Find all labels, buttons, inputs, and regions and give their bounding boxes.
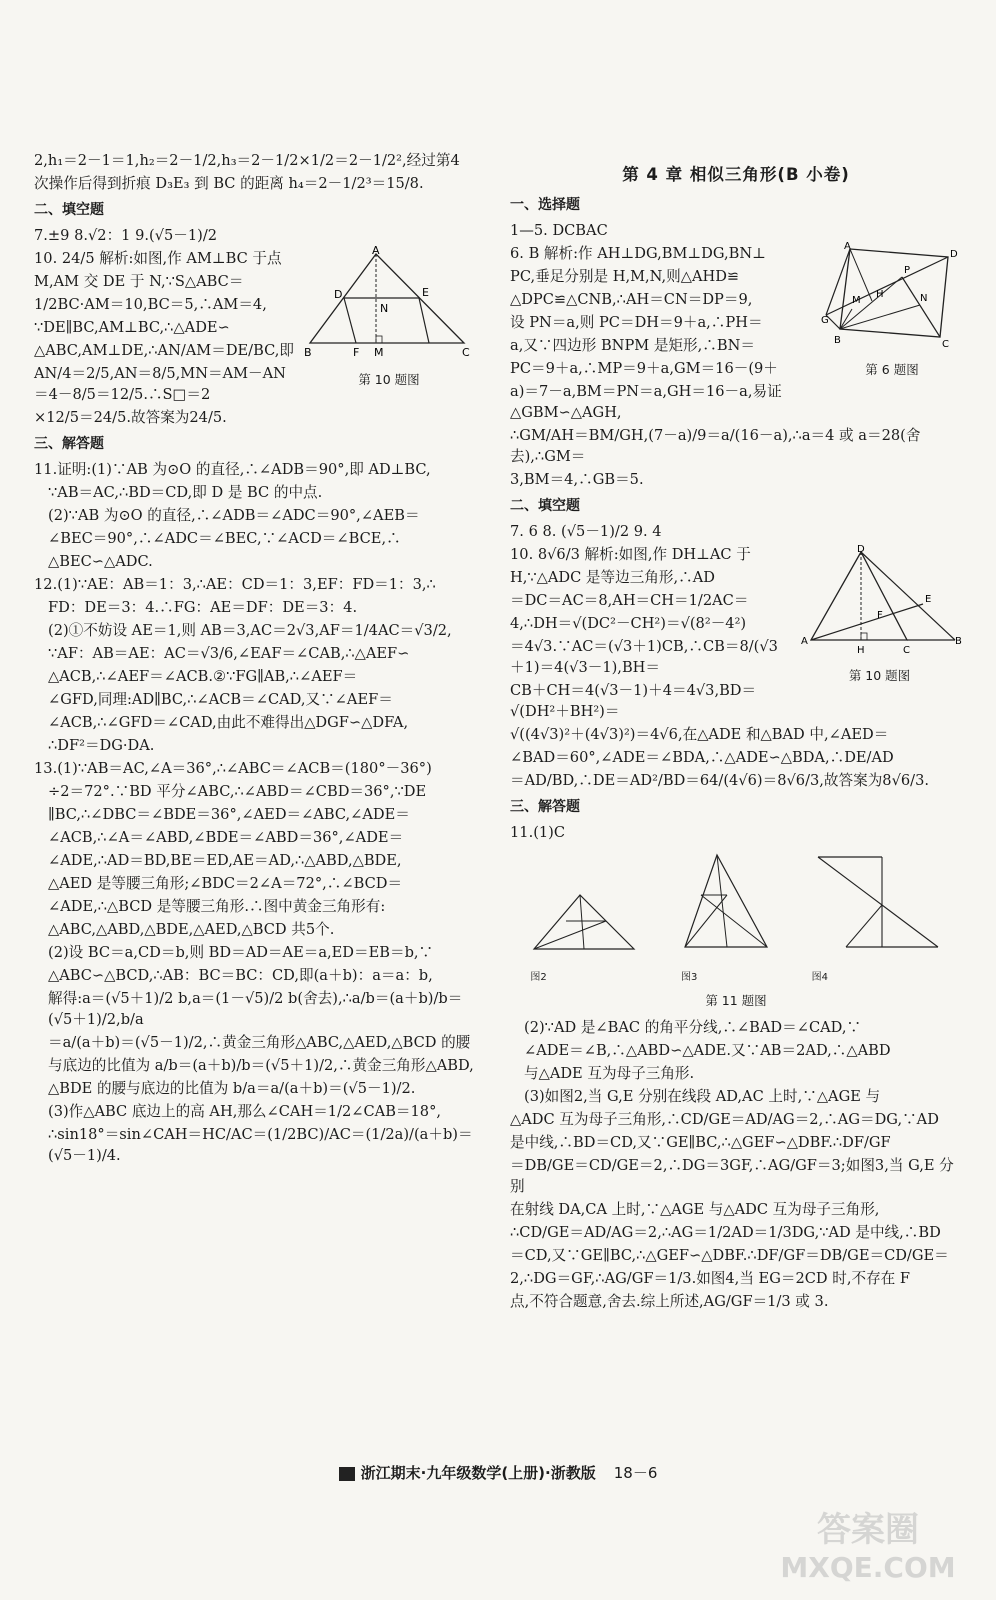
text-line: △BEC∽△ADC. (48, 553, 153, 570)
label: A (372, 244, 380, 257)
text-line: △ACB,∴∠AEF＝∠ACB.②∵FG∥AB,∴∠AEF＝ (48, 668, 358, 685)
chapter-title: 第 4 章 相似三角形(B 小卷) (622, 165, 850, 184)
text-line: 解得:a＝(√5＋1)/2 b,a＝(1－√5)/2 b(舍去),∴a/b＝(a＋b)/b＝(√5＋1)/2,b/a (48, 990, 463, 1028)
text-line: △BDE 的腰与底边的比值为 b/a＝a/(a＋b)＝(√5－1)/2. (48, 1080, 416, 1097)
text-line: 12.(1)∵AE：AB＝1：3,∴AE：CD＝1：3,EF：FD＝1：3,∴ (34, 576, 436, 593)
text-line: 10. 24/5 解析:如图,作 AM⊥BC 于点 (34, 250, 282, 267)
text-line: ＝a/(a＋b)＝(√5－1)/2,∴黄金三角形△ABC,△AED,△BCD 的腰 (48, 1034, 471, 1051)
section-heading: 三、解答题 (510, 799, 580, 815)
text-line: PC＝9＋a,∴MP＝9＋a,GM＝16－(9＋ (510, 360, 778, 377)
text-line: 4,∴DH＝√(DC²－CH²)＝√(8²－4²) (510, 615, 747, 632)
label: G (821, 315, 829, 326)
label: N (380, 302, 389, 315)
text-line: △ADC 互为母子三角形,∴CD/GE＝AD/AG＝2,∴AG＝DG,∵AD (510, 1111, 939, 1128)
figure-11-sub-3 (681, 851, 771, 988)
section-heading: 一、选择题 (510, 197, 580, 213)
text-line: (2)①不妨设 AE＝1,则 AB＝3,AC＝2√3,AF＝1/4AC＝√3/2, (48, 622, 452, 639)
label: H (857, 645, 865, 656)
text-line: 是中线,∴BD＝CD,又∵GE∥BC,∴△GEF∽△DBF.∴DF/GF (510, 1134, 891, 1151)
text-line: ∠ACB,∴∠A＝∠ABD,∠BDE＝∠ABD＝36°,∠ADE＝ (48, 829, 404, 846)
text-line: ∠BAD＝60°,∠ADE＝∠BDA,∴△ADE∽△BDA,∴DE/AD (510, 749, 894, 766)
figure-6 (822, 243, 962, 380)
text-line: △ABC,AM⊥DE,∴AN/AM＝DE/BC,即 (34, 342, 294, 359)
label: C (462, 346, 470, 359)
text-line: ∵AF：AB＝AE：AC＝√3/6,∠EAF＝∠CAB,∴△AEF∽ (48, 645, 410, 662)
text-line: FD：DE＝3：4.∴FG：AE＝DF：DE＝3：4. (48, 599, 358, 616)
figure-11-sub-4 (812, 851, 942, 988)
text-line: 点,不符合题意,舍去.综上所述,AG/GF＝1/3 或 3. (510, 1293, 829, 1310)
label: A (844, 241, 851, 252)
text-line: √((4√3)²＋(4√3)²)＝4√6,在△ADE 和△BAD 中,∠AED＝ (510, 726, 889, 743)
label: E (925, 594, 932, 605)
text-line: ∵DE∥BC,AM⊥BC,∴△ADE∽ (34, 319, 230, 336)
text-line: ＝DB/GE＝CD/GE＝2,∴DG＝3GF,∴AG/GF＝3;如图3,当 G,E 分别 (510, 1157, 954, 1195)
square-figure (822, 243, 962, 353)
label: C (942, 339, 949, 350)
label: F (353, 346, 360, 359)
text-line: ∠ADE＝∠B,∴△ABD∽△ADE.又∵AB＝2AD,∴△ABD (524, 1042, 891, 1059)
text-line: (2)设 BC＝a,CD＝b,则 BD＝AD＝AE＝a,ED＝EB＝b,∵ (48, 944, 434, 961)
text-line: 11.证明:(1)∵AB 为⊙O 的直径,∴∠ADB＝90°,即 AD⊥BC, (34, 461, 431, 478)
text-line: 2,∴DG＝GF,∴AG/GF＝1/3.如图4,当 EG＝2CD 时,不存在 F (510, 1270, 911, 1287)
label: D (334, 288, 343, 301)
text-line: ∠ADE,∴△BCD 是等腰三角形.∴图中黄金三角形有: (48, 898, 386, 915)
label: D (950, 249, 958, 260)
text-line: 2,h₁＝2－1＝1,h₂＝2－1/2,h₃＝2－1/2×1/2＝2－1/2²,经过第4 (34, 152, 460, 169)
text-line: ∠BEC＝90°,∴∠ADC＝∠BEC,∵∠ACD＝∠BCE,∴ (48, 530, 401, 547)
text-line: ＝AD/BD,∴DE＝AD²/BD＝64/(4√6)＝8√6/3,故答案为8√6/3. (510, 772, 929, 789)
text-line: △ABC∽△BCD,∴AB：BC＝BC：CD,即(a＋b)：a＝a：b, (48, 967, 433, 984)
text-line: (3)作△ABC 底边上的高 AH,那么∠CAH＝1/2∠CAB＝18°, (48, 1103, 442, 1120)
watermark-logo (758, 1505, 978, 1585)
figure-10-left (304, 244, 474, 390)
label: B (304, 346, 312, 359)
right-column (510, 150, 962, 1314)
figure-caption: 第 6 题图 (865, 362, 919, 377)
text-line: 6. B 解析:作 AH⊥DG,BM⊥DG,BN⊥ (510, 245, 766, 262)
label: D (857, 544, 865, 555)
figure-11-row (510, 851, 962, 988)
text-line: 与底边的比值为 a/b＝(a＋b)/b＝(√5＋1)/2,∴黄金三角形△ABD, (48, 1057, 474, 1074)
svg-text:MXQE.COM: MXQE.COM (780, 1551, 956, 1584)
text-line: 在射线 DA,CA 上时,∵△AGE 与△ADC 互为母子三角形, (510, 1201, 880, 1218)
text-line: ＝DC＝AC＝8,AH＝CH＝1/2AC＝ (510, 592, 749, 609)
text-line: ∠ACB,∴∠GFD＝∠CAD,由此不难得出△DGF∽△DFA, (48, 714, 409, 731)
text-line: ∵AB＝AC,∴BD＝CD,即 D 是 BC 的中点. (48, 484, 323, 501)
left-column (34, 150, 474, 1168)
footer-mark-icon (339, 1467, 355, 1481)
label: M (374, 346, 384, 359)
text-line: AN/4＝2/5,AN＝8/5,MN＝AM－AN＝4－8/5＝12/5.∴S□＝2 (34, 365, 286, 403)
triangle-figure (304, 244, 474, 363)
text-line: (3)如图2,当 G,E 分别在线段 AD,AC 上时,∵△AGE 与 (524, 1088, 881, 1105)
text-line: 7.±9 8.√2：1 9.(√5－1)/2 (34, 227, 218, 244)
label: A (801, 636, 808, 647)
text-line: 与△ADE 互为母子三角形. (524, 1065, 695, 1082)
text-line: ＝CD,又∵GE∥BC,∴△GEF∽△DBF.∴DF/GF＝DB/GE＝CD/GE＝ (510, 1247, 949, 1264)
text-line: 10. 8√6/3 解析:如图,作 DH⊥AC 于 (510, 546, 751, 563)
figure-subcaption: 图4 (811, 972, 829, 983)
text-line: ＝4√3.∵AC＝(√3＋1)CB,∴CB＝8/(√3＋1)＝4(√3－1),BH＝ (510, 638, 778, 676)
label: P (904, 265, 911, 276)
figure-subcaption: 图3 (680, 972, 698, 983)
label: N (920, 293, 928, 304)
text-line: ∠ADE,∴AD＝BD,BE＝ED,AE＝AD,∴△ABD,△BDE, (48, 852, 402, 869)
label: M (852, 295, 861, 306)
section-heading: 三、解答题 (34, 436, 104, 452)
text-line: 13.(1)∵AB＝AC,∠A＝36°,∴∠ABC＝∠ACB＝(180°－36°) (34, 760, 432, 777)
footer-title: 浙江期末·九年级数学(上册)·浙教版 (360, 1464, 596, 1482)
text-line: 3,BM＝4,∴GB＝5. (510, 471, 644, 488)
text-line: ∴DF²＝DG·DA. (48, 737, 155, 754)
figure-11-sub-2 (530, 891, 640, 988)
text-line: ÷2＝72°.∵BD 平分∠ABC,∴∠ABD＝∠CBD＝36°,∵DE (48, 783, 427, 800)
svg-text:答案圈: 答案圈 (817, 1510, 919, 1550)
section-heading: 二、填空题 (510, 498, 580, 514)
text-line: PC,垂足分别是 H,M,N,则△AHD≌ (510, 268, 740, 285)
text-line: △AED 是等腰三角形;∠BDC＝2∠A＝72°,∴∠BCD＝ (48, 875, 403, 892)
page-footer (0, 1462, 996, 1483)
figure-caption: 第 10 题图 (358, 372, 420, 387)
label: C (903, 645, 910, 656)
text-line: 设 PN＝a,则 PC＝DH＝9＋a,∴PH＝ (510, 314, 763, 331)
text-line: (2)∵AD 是∠BAC 的角平分线,∴∠BAD＝∠CAD,∵ (524, 1019, 862, 1036)
label: B (955, 636, 962, 647)
text-line: a)＝7－a,BM＝PN＝a,GH＝16－a,易证△GBM∽△AGH, (510, 383, 782, 421)
text-line: 1/2BC·AM＝10,BC＝5,∴AM＝4, (34, 296, 267, 313)
text-line: ∴sin18°＝sin∠CAH＝HC/AC＝(1/2BC)/AC＝(1/2a)/(a＋b)＝(√5－1)/4. (48, 1126, 473, 1164)
label: F (877, 610, 883, 621)
figure-subcaption: 图2 (530, 972, 547, 983)
label: H (876, 289, 884, 300)
text-line: ∠GFD,同理:AD∥BC,∴∠ACB＝∠CAD,又∵∠AEF＝ (48, 691, 393, 708)
figure-10-right (797, 544, 962, 686)
text-line: (2)∵AB 为⊙O 的直径,∴∠ADB＝∠ADC＝90°,∠AEB＝ (48, 507, 420, 524)
text-line: ×12/5＝24/5.故答案为24/5. (34, 409, 227, 426)
figure-caption: 第 10 题图 (848, 668, 911, 683)
text-line: M,AM 交 DE 于 N,∵S△ABC＝ (34, 273, 244, 290)
triangle-figure (797, 544, 962, 659)
text-line: ∴CD/GE＝AD/AG＝2,∴AG＝1/2AD＝1/3DG,∵AD 是中线,∴BD (510, 1224, 941, 1241)
text-line: 1—5. DCBAC (510, 222, 608, 239)
text-line: 次操作后得到折痕 D₃E₃ 到 BC 的距离 h₄＝2－1/2³＝15/8. (34, 175, 424, 192)
text-line: ∥BC,∴∠DBC＝∠BDE＝36°,∠AED＝∠ABC,∠ADE＝ (48, 806, 410, 823)
label: B (834, 335, 841, 346)
figure-caption: 第 11 题图 (705, 993, 767, 1008)
section-heading: 二、填空题 (34, 202, 104, 218)
label: E (422, 286, 429, 299)
text-line: a,又∵四边形 BNPM 是矩形,∴BN＝ (510, 337, 755, 354)
text-line: H,∵△ADC 是等边三角形,∴AD (510, 569, 715, 586)
text-line: CB＋CH＝4(√3－1)＋4＝4√3,BD＝√(DH²＋BH²)＝ (510, 682, 757, 720)
text-line: ∴GM/AH＝BM/GH,(7－a)/9＝a/(16－a),∴a＝4 或 a＝28(舍去),∴GM＝ (510, 427, 921, 465)
text-line: 11.(1)C (510, 824, 566, 841)
text-line: 7. 6 8. (√5－1)/2 9. 4 (510, 523, 662, 540)
page-number: 18－6 (613, 1464, 658, 1482)
text-line: △DPC≌△CNB,∴AH＝CN＝DP＝9, (510, 291, 753, 308)
text-line: △ABC,△ABD,△BDE,△AED,△BCD 共5个. (48, 921, 335, 938)
